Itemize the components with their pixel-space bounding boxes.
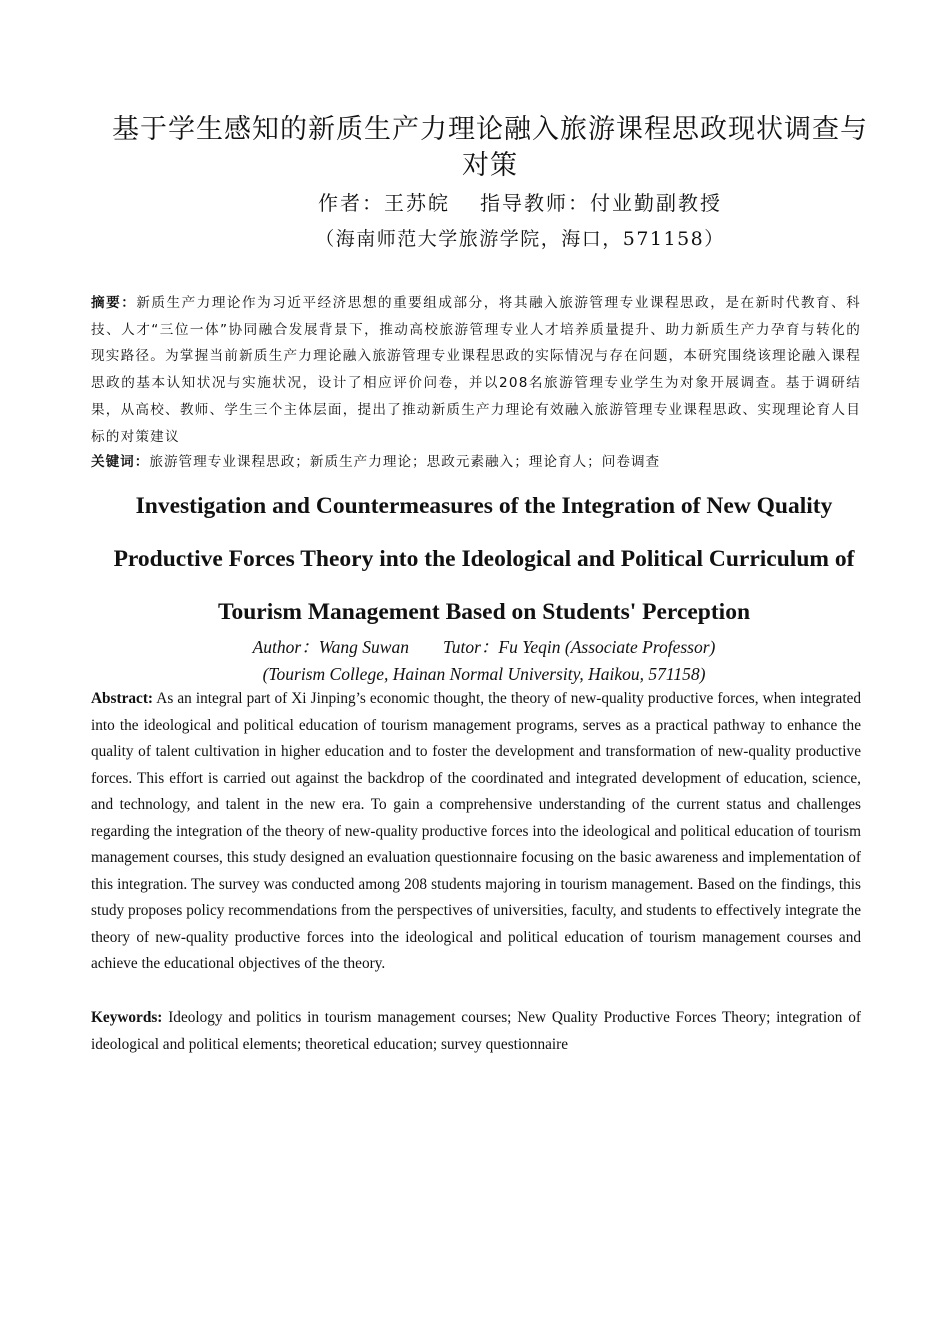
chinese-keywords-label: 关键词： <box>91 454 150 470</box>
english-keywords-text: Ideology and politics in tourism management courses; New Quality Productive Forces Theory; integration of ideological and political elements; theoretical education; survey questionnaire <box>91 1009 861 1053</box>
chinese-author: 作者：王苏皖 <box>318 191 450 215</box>
english-abstract-text: As an integral part of Xi Jinping’s economic thought, the theory of new-quality productive forces, when integrated into the ideological and political education of tourism management programs, serves as a practical pathway to enhance the quality of talent cultivation in higher education and to foster the development and transformation of new-quality productive forces. This effort is carried out against the backdrop of the coordinated and integrated development of education, science, and technology, and talent in the new era. To gain a comprehensive understanding of the current status and challenges regarding the integration of the theory of new-quality productive forces into the ideological and political education of tourism management courses, this study designed an evaluation questionnaire focusing on the basic awareness and implementation of this integration. The survey was conducted among 208 students majoring in tourism management. Based on the findings, this study proposes policy recommendations from the perspectives of universities, faculty, and students to effectively integrate the theory of new-quality productive forces into the ideological and political education of tourism management courses and achieve the educational objectives of the theory. <box>91 690 862 972</box>
chinese-keywords <box>91 449 861 475</box>
english-affiliation: (Tourism College, Hainan Normal University, Haikou, 571158) <box>262 664 706 684</box>
english-author-line <box>150 634 818 660</box>
chinese-affiliation: （海南师范大学旅游学院，海口，571158） <box>315 228 725 250</box>
chinese-tutor: 指导教师：付业勤副教授 <box>480 191 722 215</box>
english-abstract <box>91 686 861 978</box>
chinese-abstract-text: 新质生产力理论作为习近平经济思想的重要组成部分，将其融入旅游管理专业课程思政，是在新时代教育、科技、人才“三位一体”协同融合发展背景下，推动高校旅游管理专业人才培养质量提升、助力新质生产力孕育与转化的现实路径。为掌握当前新质生产力理论融入旅游管理专业课程思政的实际情况与存在问题，本研究围绕该理论融入课程思政的基本认知状况与实施状况，设计了相应评价问卷，并以208名旅游管理专业学生为对象开展调查。基于调研结果，从高校、教师、学生三个主体层面，提出了推动新质生产力理论有效融入旅游管理专业课程思政、实现理论育人目标的对策建议 <box>91 295 861 445</box>
chinese-abstract <box>91 290 861 450</box>
english-abstract-label: Abstract: <box>91 690 154 707</box>
english-title: Investigation and Countermeasures of the Integration of New Quality Productive Forces Theory into the Ideological and Political Curriculum of Tourism Management Based on Students' Perception <box>113 493 855 625</box>
chinese-abstract-label: 摘要： <box>91 295 137 311</box>
english-author: Author：Wang Suwan <box>252 637 409 657</box>
english-keywords <box>91 1005 861 1058</box>
chinese-title: 基于学生感知的新质生产力理论融入旅游课程思政现状调查与对策 <box>112 114 868 181</box>
english-keywords-label: Keywords: <box>91 1009 163 1026</box>
english-tutor: Tutor：Fu Yeqin (Associate Professor) <box>442 637 716 657</box>
chinese-author-line <box>230 188 810 218</box>
chinese-keywords-text: 旅游管理专业课程思政；新质生产力理论；思政元素融入；理论育人；问卷调查 <box>149 454 661 470</box>
